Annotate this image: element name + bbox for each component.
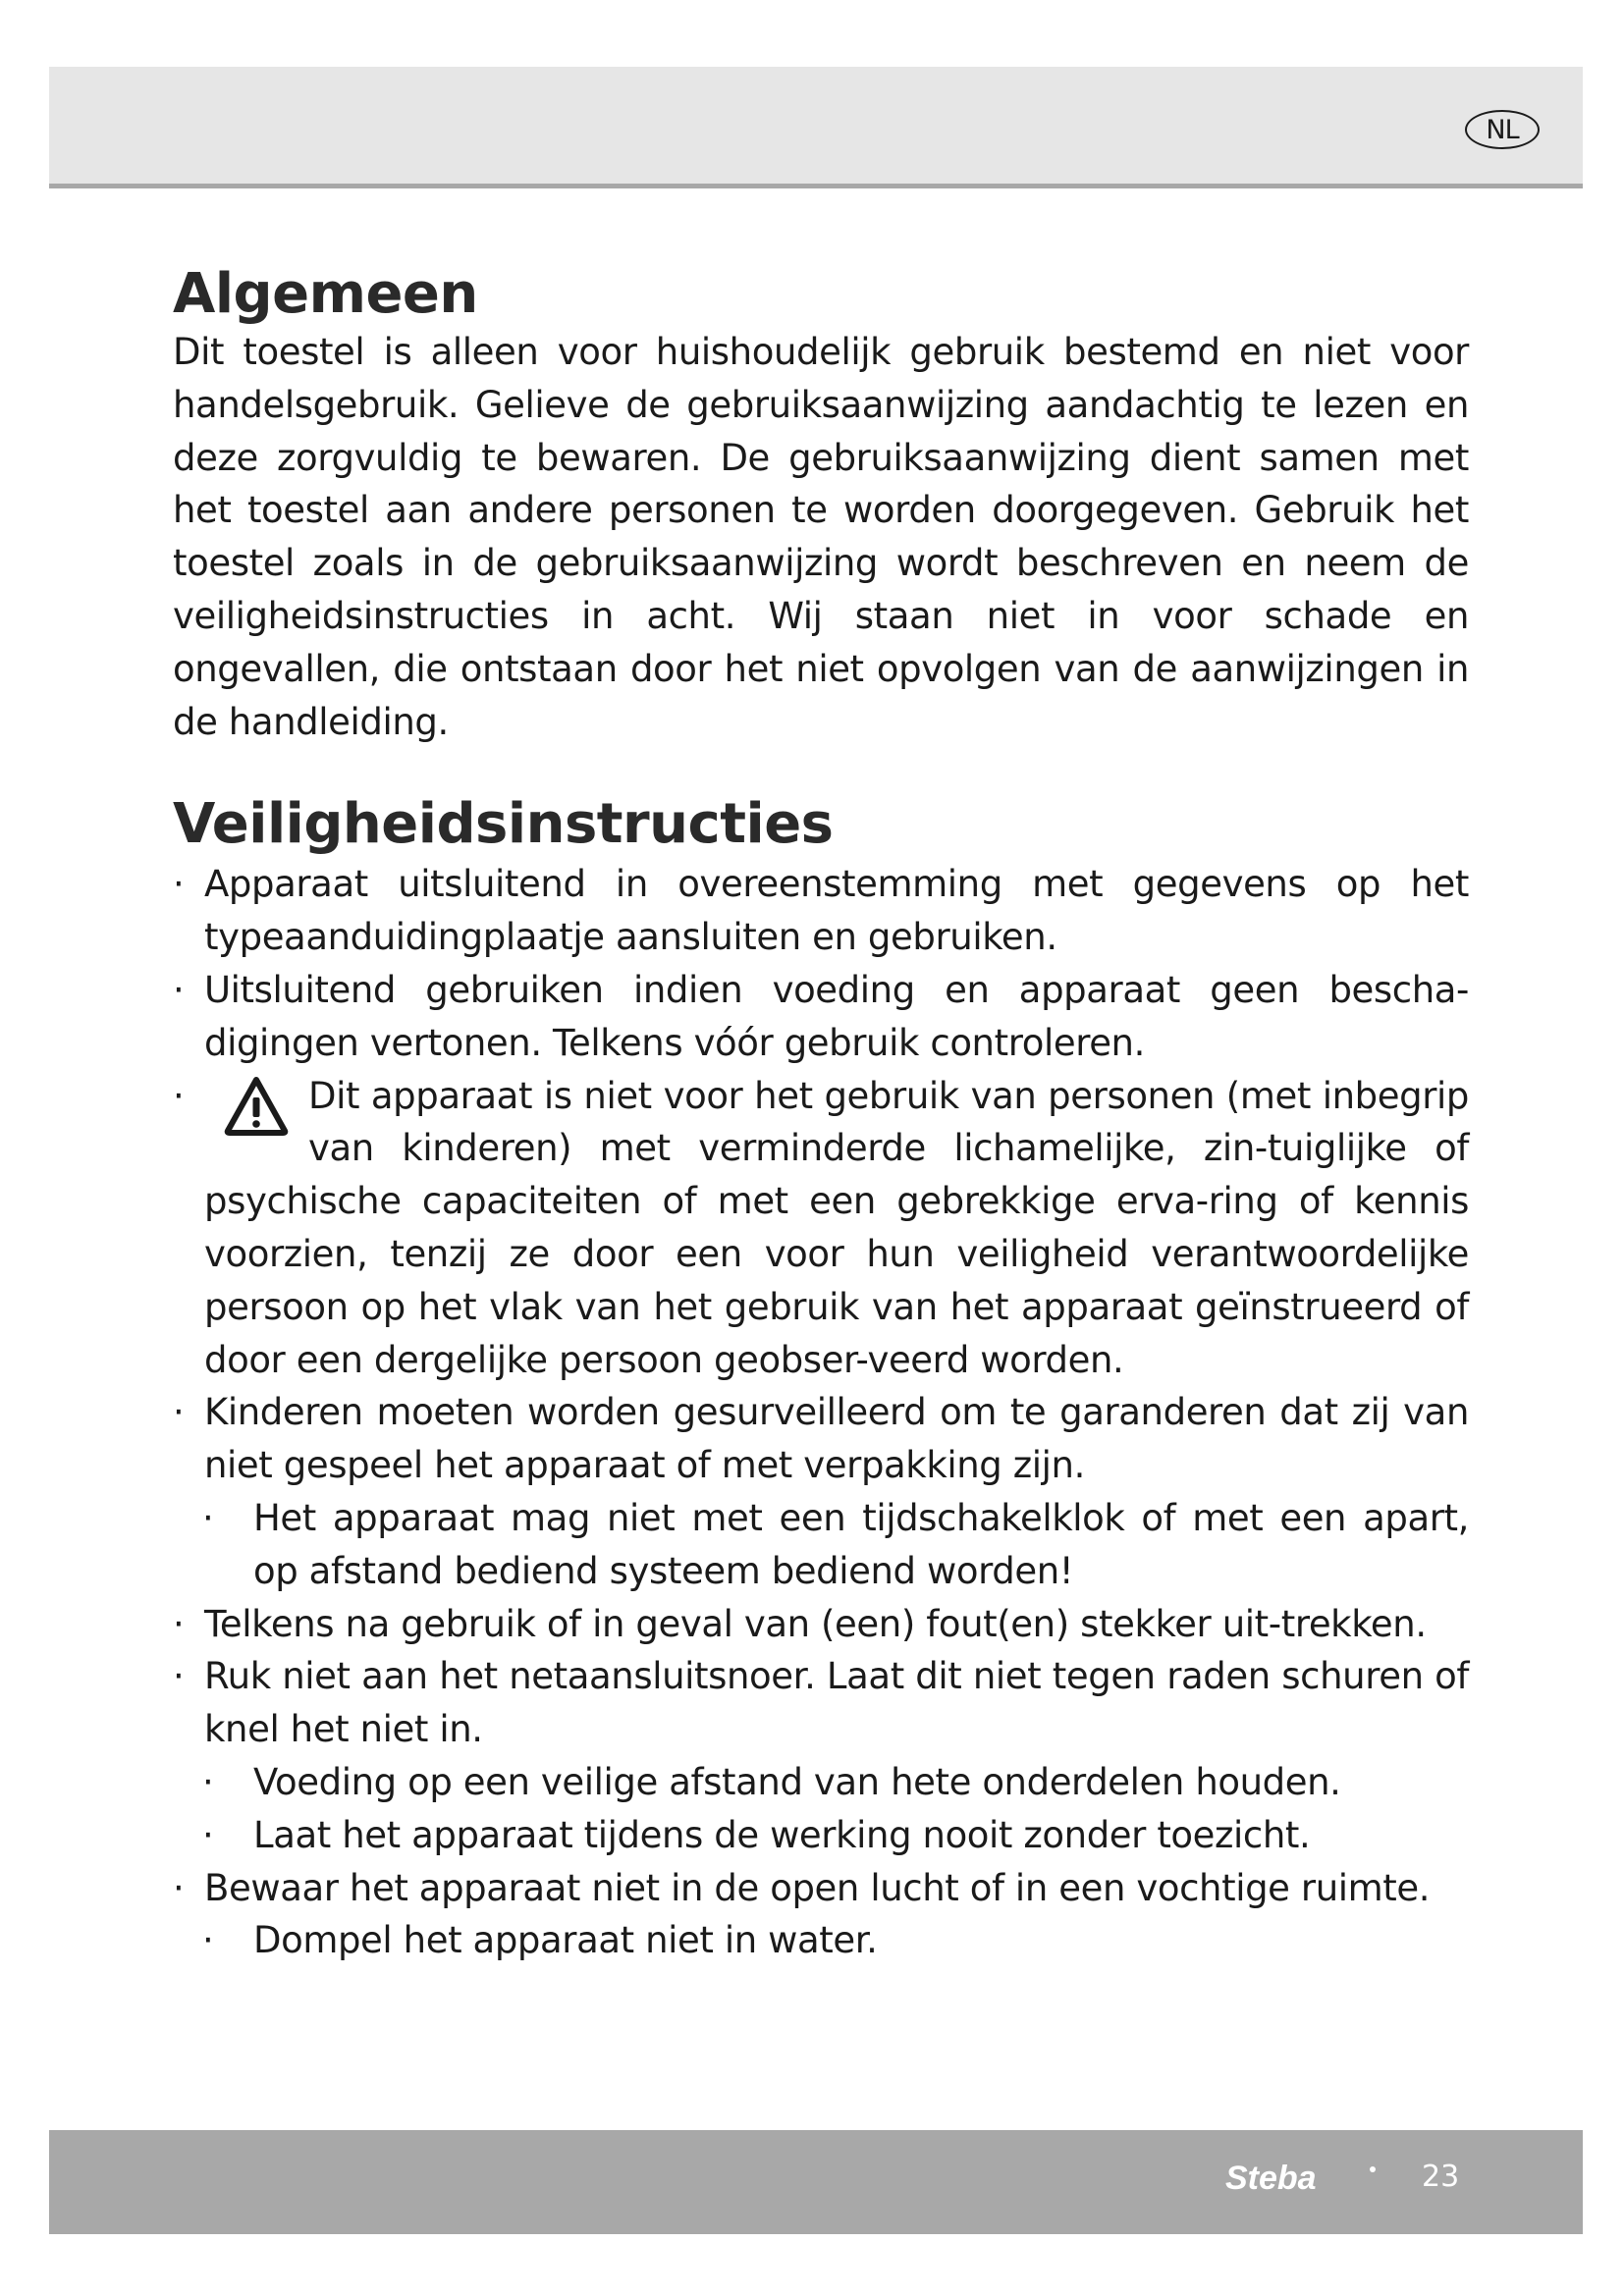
list-item <box>173 1809 1469 1862</box>
bullet: · <box>202 1760 214 1803</box>
brand-text: Steba <box>1225 2160 1317 2197</box>
bullet: · <box>173 1866 185 1909</box>
list-item-text: Ruk niet aan het netaansluitsnoer. Laat dit niet tegen raden schuren of knel het niet in. <box>204 1655 1469 1751</box>
bullet: · <box>202 1919 214 1962</box>
list-item-text: Uitsluitend gebruiken indien voeding en apparaat geen bescha-digingen vertonen. Telkens vóór gebruik controleren. <box>204 968 1469 1064</box>
page-number: 23 <box>1422 2160 1460 2194</box>
list-item <box>173 964 1469 1070</box>
list-item-text: Telkens na gebruik of in geval van (een) fout(en) stekker uit-trekken. <box>204 1602 1427 1645</box>
section-title-safety: Veiligheidsinstructies <box>173 792 834 857</box>
safety-instructions-list <box>173 858 1469 1967</box>
language-badge: NL <box>1465 110 1540 149</box>
page-content <box>173 263 1469 1967</box>
steba-logo <box>1223 2160 1380 2199</box>
list-item <box>173 1650 1469 1756</box>
bullet: · <box>173 1391 185 1434</box>
list-item-warning <box>173 1070 1469 1387</box>
bullet: · <box>202 1496 214 1539</box>
list-item <box>173 1914 1469 1967</box>
bullet: · <box>173 968 185 1011</box>
list-item <box>173 1598 1469 1651</box>
header-band <box>49 67 1583 188</box>
footer-band <box>49 2130 1583 2234</box>
bullet: · <box>173 1655 185 1698</box>
list-item <box>173 1386 1469 1492</box>
list-item-text: Kinderen moeten worden gesurveilleerd om te garanderen dat zij van niet gespeel het apparaat of met verpakking zijn. <box>204 1391 1469 1487</box>
bullet: · <box>173 1602 185 1645</box>
bullet: · <box>173 863 185 906</box>
bullet: · <box>173 1074 185 1117</box>
general-paragraph: Dit toestel is alleen voor huishoudelijk gebruik bestemd en niet voor handelsgebruik. Gelieve de gebruiksaanwijzing aandachtig te lezen en deze zorgvuldig te bewaren. De gebruiksaanwijzing dient samen met het toestel aan andere personen te worden doorgegeven. Gebruik het toestel zoals in de gebruiksaanwijzing wordt beschreven en neem de veiligheidsinstructies in acht. Wij staan niet in voor schade en ongevallen, die ontstaan door het niet opvolgen van de aanwijzingen in de handleiding. <box>173 331 1469 743</box>
list-item-text: Voeding op een veilige afstand van hete onderdelen houden. <box>253 1760 1341 1803</box>
list-item <box>173 1862 1469 1915</box>
list-item <box>173 1492 1469 1598</box>
section-title-general: Algemeen <box>173 262 478 326</box>
bullet: · <box>202 1813 214 1856</box>
list-item <box>173 858 1469 964</box>
list-item-text: Laat het apparaat tijdens de werking nooit zonder toezicht. <box>253 1813 1311 1856</box>
list-item-text: Het apparaat mag niet met een tijdschakelklok of met een apart, op afstand bediend systeem bediend worden! <box>253 1496 1469 1592</box>
warning-triangle-icon <box>224 1076 300 1164</box>
list-item-text: Apparaat uitsluitend in overeenstemming met gegevens op het typeaanduidingplaatje aansluiten en gebruiken. <box>204 863 1469 959</box>
list-item-text: Dompel het apparaat niet in water. <box>253 1919 878 1962</box>
list-item-text: Dit apparaat is niet voor het gebruik van personen (met inbegrip van kinderen) met verminderde lichamelijke, zin-tuiglijke of psychische capaciteiten of met een gebrekkige erva-ring of kennis voorzien, tenzij ze door een voor hun veiligheid verantwoordelijke persoon op het vlak van het gebruik van het apparaat geïnstrueerd of door een dergelijke persoon geobser-veerd worden. <box>204 1074 1469 1381</box>
list-item <box>173 1756 1469 1809</box>
list-item-text: Bewaar het apparaat niet in de open lucht of in een vochtige ruimte. <box>204 1866 1431 1909</box>
